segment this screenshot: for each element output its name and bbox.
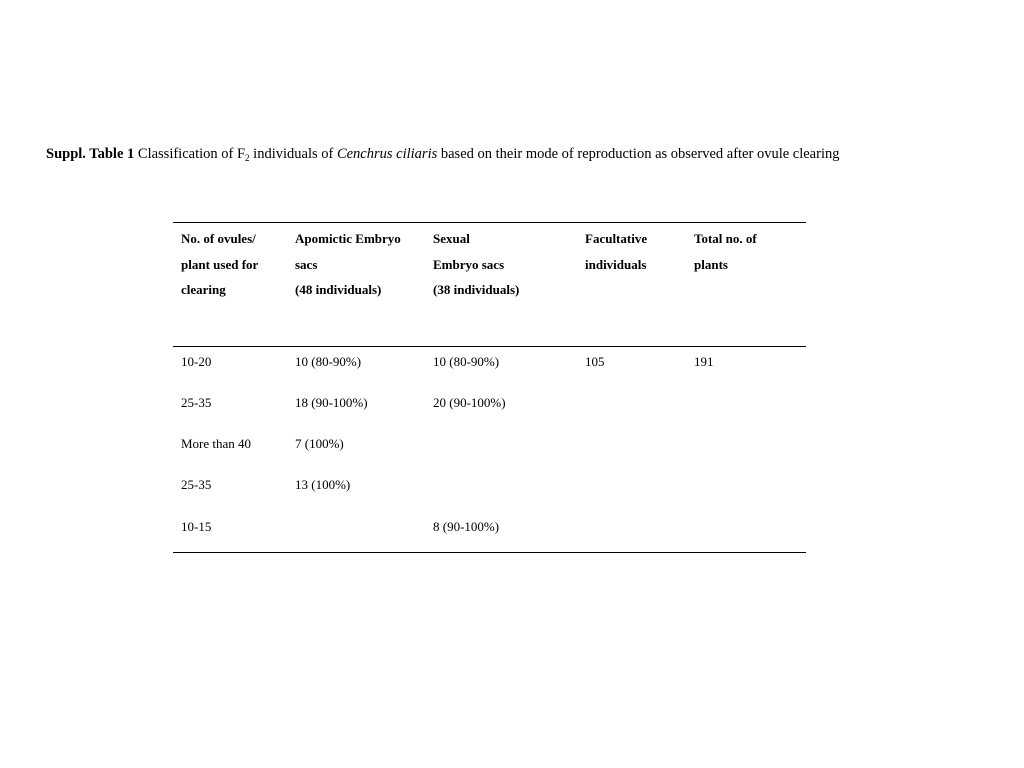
table-row [173,477,806,497]
header-line: individuals [585,257,647,272]
header-line: (38 individuals) [433,282,520,297]
header-line: Facultative [585,231,648,246]
header-line: Embryo sacs [433,257,505,272]
table-cell: 10-20 [181,354,212,369]
table-header [173,223,806,346]
table-row [173,395,806,415]
table-cell: 25-35 [181,477,212,492]
table-cell: 8 (90-100%) [433,519,500,534]
caption-text-before: Classification of F [137,146,246,162]
caption-subscript: 2 [245,153,250,163]
table-cell: 10-15 [181,519,212,534]
table-body [173,347,806,552]
table-row [173,436,806,456]
header-line: plants [694,257,728,272]
header-line: Sexual [433,231,470,246]
classification-table [173,222,806,553]
caption-label: Suppl. Table 1 [46,146,135,162]
table-cell: 18 (90-100%) [295,395,368,410]
header-line: (48 individuals) [295,282,382,297]
caption-text-middle: individuals of [249,146,337,162]
table-row [173,519,806,539]
header-line: Apomictic Embryo [295,231,401,246]
table-caption [46,145,839,163]
table-row [173,354,806,374]
table-bottom-rule [173,552,806,553]
header-line: clearing [181,282,226,297]
table-cell: 13 (100%) [295,477,351,492]
table-cell: 20 (90-100%) [433,395,506,410]
caption-text-after: based on their mode of reproduction as observed after ovule clearing [437,146,840,162]
header-line: sacs [295,257,318,272]
table-cell: 10 (80-90%) [295,354,362,369]
table-cell: 7 (100%) [295,436,344,451]
table-cell: More than 40 [181,436,252,451]
table-cell: 105 [585,354,605,369]
header-line: Total no. of [694,231,757,246]
table-cell: 10 (80-90%) [433,354,500,369]
table-cell: 191 [694,354,714,369]
header-line: No. of ovules/ [181,231,256,246]
header-line: plant used for [181,257,259,272]
caption-species: Cenchrus ciliaris [336,146,438,162]
table-cell: 25-35 [181,395,212,410]
